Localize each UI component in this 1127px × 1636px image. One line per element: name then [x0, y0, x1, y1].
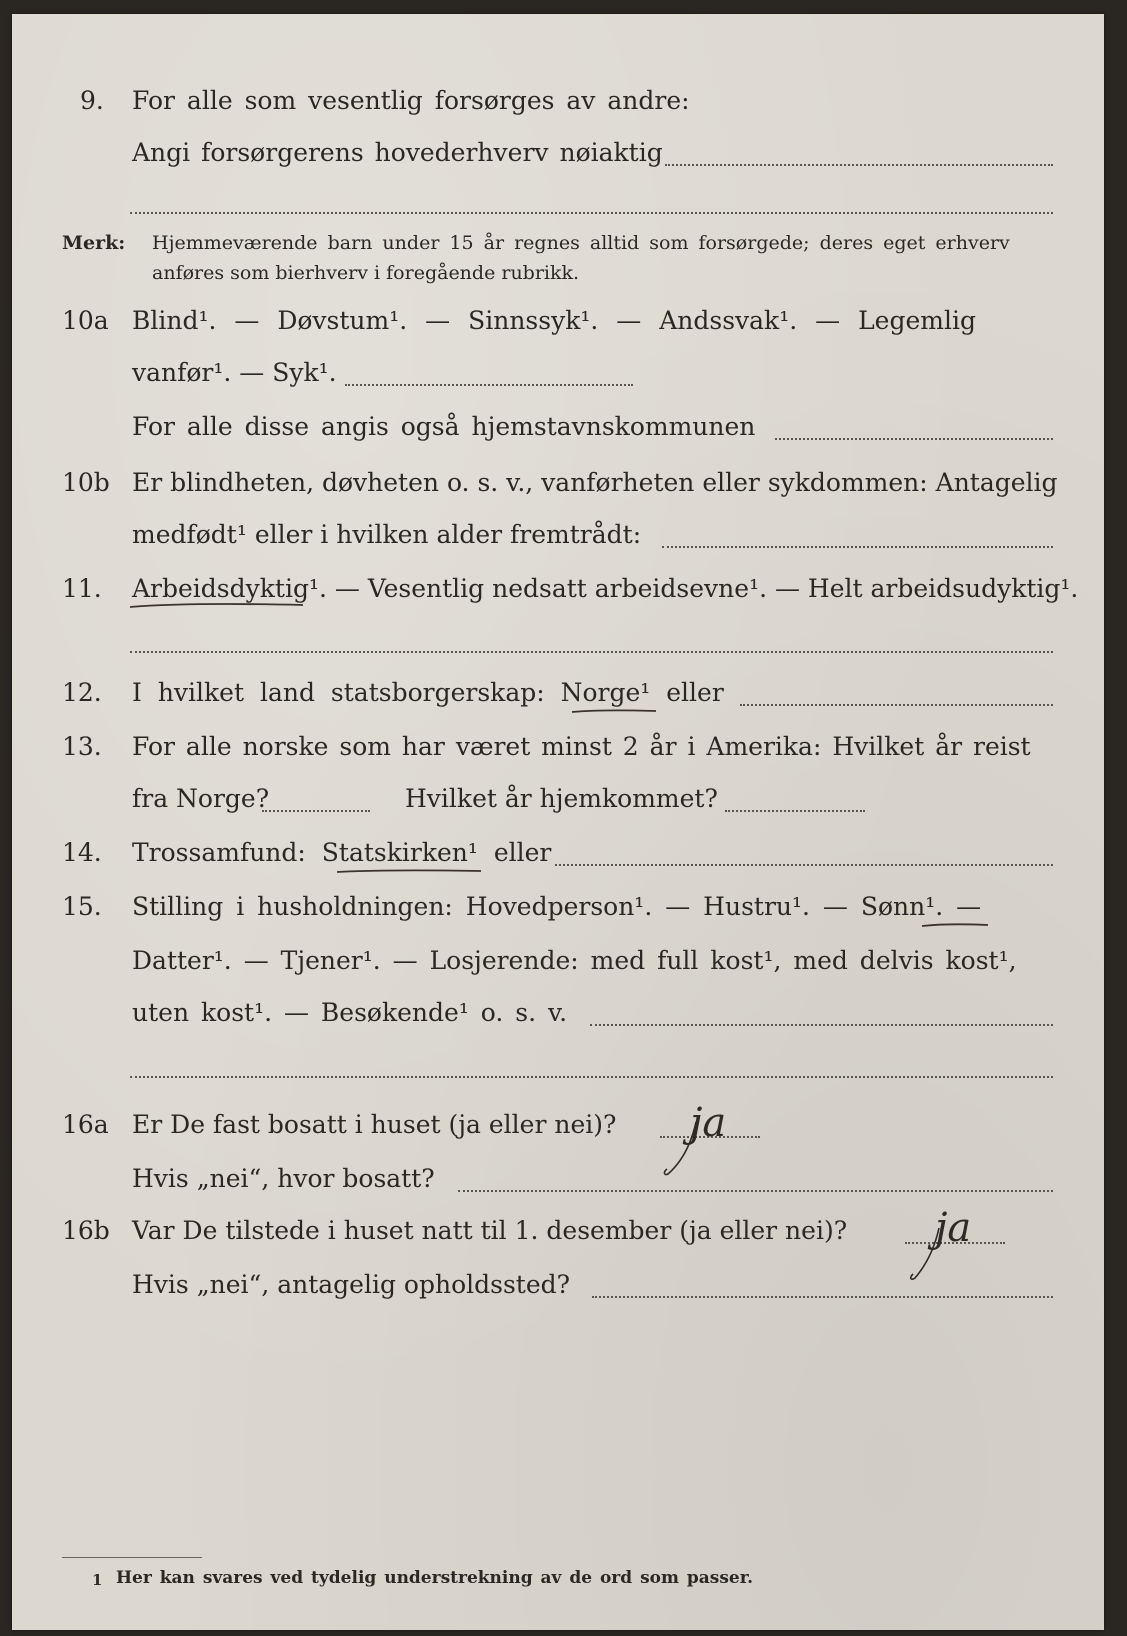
- q16a-residence-field[interactable]: [458, 1190, 1053, 1192]
- q15-other-field[interactable]: [590, 1024, 1053, 1026]
- q10a-text-2: vanfør¹. — Syk¹.: [132, 358, 337, 387]
- q12-text: I hvilket land statsborgerskap: Norge¹ eller: [132, 678, 724, 707]
- q16b-handwritten-stroke: [905, 1226, 945, 1286]
- q16b-number: 16b: [62, 1216, 110, 1245]
- merk-label: Merk:: [62, 232, 126, 254]
- footnote-rule: [62, 1557, 202, 1558]
- q10a-text-1: Blind¹. — Døvstum¹. — Sinnssyk¹. — Andssvak¹. — Legemlig: [132, 306, 976, 335]
- q15-text-2: Datter¹. — Tjener¹. — Losjerende: med full kost¹, med delvis kost¹,: [132, 946, 1017, 975]
- q10a-text-3: For alle disse angis også hjemstavnskommunen: [132, 412, 756, 441]
- q9-occupation-field-2[interactable]: [130, 212, 1053, 214]
- q10b-text-1: Er blindheten, døvheten o. s. v., vanførheten eller sykdommen: Antagelig: [132, 468, 1058, 497]
- q13-text-2b: Hvilket år hjemkommet?: [405, 784, 718, 813]
- q16b-handwritten-answer: ja: [935, 1205, 972, 1251]
- merk-text-1: Hjemmeværende barn under 15 år regnes alltid som forsørgede; deres eget erhverv: [152, 232, 1010, 254]
- q14-option-statskirken[interactable]: Statskirken: [321, 838, 468, 867]
- q15-option-sonn[interactable]: Sønn: [860, 892, 926, 921]
- q13-year-returned-field[interactable]: [725, 810, 865, 812]
- q14-handwritten-underline: [335, 864, 485, 878]
- q15-handwritten-underline: [920, 918, 992, 932]
- q13-text-1: For alle norske som har været minst 2 år i Amerika: Hvilket år reist: [132, 732, 1031, 761]
- q10b-text-2: medfødt¹ eller i hvilken alder fremtrådt:: [132, 520, 642, 549]
- q9-occupation-field[interactable]: [665, 164, 1053, 166]
- q16a-text-2: Hvis „nei“, hvor bosatt?: [132, 1164, 435, 1193]
- q11-extra-field[interactable]: [130, 651, 1053, 653]
- q10a-number: 10a: [62, 306, 109, 335]
- q11-option-arbeidsdyktig[interactable]: Arbeidsdyktig: [132, 574, 309, 603]
- q11-number: 11.: [62, 574, 102, 603]
- q12-country-field[interactable]: [740, 704, 1053, 706]
- q12-handwritten-underline: [570, 704, 660, 718]
- q13-text-2a: fra Norge?: [132, 784, 270, 813]
- footnote-mark: 1: [92, 1571, 103, 1589]
- q15-extra-field[interactable]: [130, 1076, 1053, 1078]
- q10a-hometown-field[interactable]: [775, 438, 1053, 440]
- q9-text: For alle som vesentlig forsørges av andre:: [132, 86, 690, 115]
- q9-number: 9.: [80, 86, 104, 115]
- q9-occupation-label: Angi forsørgerens hovederhverv nøiaktig: [132, 138, 663, 167]
- q11-text: Arbeidsdyktig¹. — Vesentlig nedsatt arbeidsevne¹. — Helt arbeidsudyktig¹.: [132, 574, 1079, 603]
- q14-number: 14.: [62, 838, 102, 867]
- q16a-number: 16a: [62, 1110, 109, 1139]
- q12-option-norge[interactable]: Norge: [560, 678, 641, 707]
- footnote-text: Her kan svares ved tydelig understrekning av de ord som passer.: [116, 1568, 754, 1588]
- merk-text-2: anføres som bierhverv i foregående rubrikk.: [152, 262, 580, 284]
- q16a-text-1: Er De fast bosatt i huset (ja eller nei)?: [132, 1110, 617, 1139]
- q16b-whereabouts-field[interactable]: [592, 1296, 1053, 1298]
- q13-number: 13.: [62, 732, 102, 761]
- q16b-text-2: Hvis „nei“, antagelig opholdssted?: [132, 1270, 571, 1299]
- q15-text-1: Stilling i husholdningen: Hovedperson¹. — Hustru¹. — Sønn¹. —: [132, 892, 982, 921]
- q14-text: Trossamfund: Statskirken¹ eller: [132, 838, 552, 867]
- q10b-number: 10b: [62, 468, 110, 497]
- q13-year-left-field[interactable]: [262, 810, 370, 812]
- q16a-handwritten-answer: ja: [690, 1100, 727, 1146]
- q16a-handwritten-stroke: [662, 1120, 702, 1180]
- q11-handwritten-underline: [128, 598, 308, 612]
- q15-number: 15.: [62, 892, 102, 921]
- q10a-disability-field[interactable]: [345, 384, 633, 386]
- q15-text-3: uten kost¹. — Besøkende¹ o. s. v.: [132, 998, 568, 1027]
- q14-religion-field[interactable]: [555, 864, 1053, 866]
- q16b-text-1: Var De tilstede i huset natt til 1. desember (ja eller nei)?: [132, 1216, 848, 1245]
- q10b-age-field[interactable]: [662, 546, 1053, 548]
- q12-number: 12.: [62, 678, 102, 707]
